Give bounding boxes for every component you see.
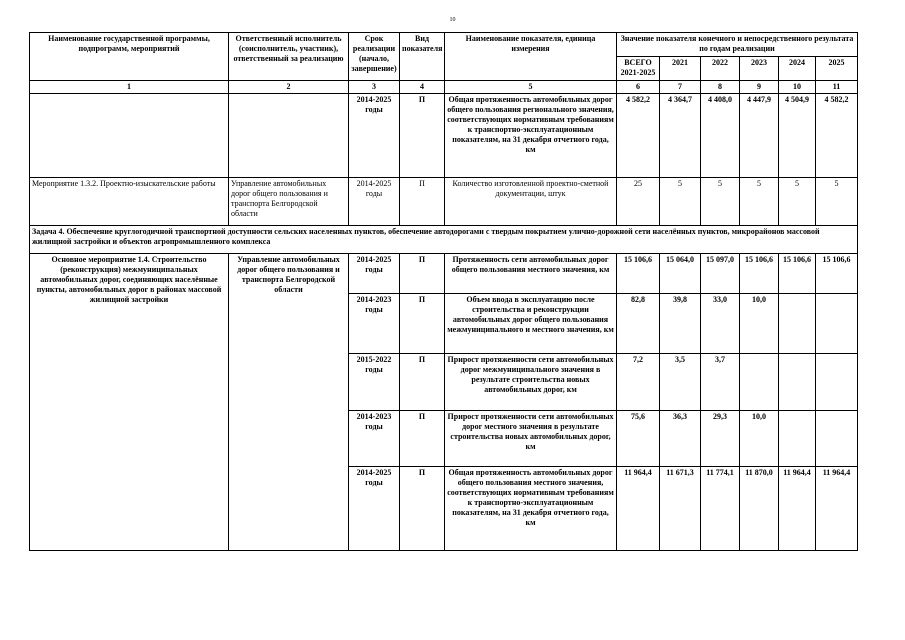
column-numbers-row — [30, 81, 858, 94]
kind-cell: П — [400, 294, 445, 354]
period-cell: 2014-2025 годы — [349, 94, 400, 178]
value-cell — [816, 294, 858, 354]
period-cell: 2014-2025 годы — [349, 467, 400, 551]
indicator-cell: Протяженность сети автомобильных дорог общего пользования местного значения, км — [445, 254, 617, 294]
period-cell: 2014-2023 годы — [349, 294, 400, 354]
col-num: 9 — [740, 81, 779, 94]
header-values-group: Значение показателя конечного и непосредственного результата по годам реализации — [617, 33, 858, 57]
kind-cell: П — [400, 354, 445, 411]
table-row — [30, 94, 858, 178]
event-cell: Мероприятие 1.3.2. Проектно-изыскательские работы — [30, 178, 229, 226]
task-row — [30, 226, 858, 254]
value-cell — [816, 354, 858, 411]
value-cell: 4 447,9 — [740, 94, 779, 178]
value-cell: 15 106,6 — [779, 254, 816, 294]
value-cell: 11 671,3 — [660, 467, 701, 551]
value-cell — [816, 411, 858, 467]
period-cell: 2014-2025 годы — [349, 254, 400, 294]
value-cell: 5 — [816, 178, 858, 226]
header-2022: 2022 — [701, 57, 740, 81]
kind-cell: П — [400, 254, 445, 294]
kind-cell: П — [400, 94, 445, 178]
value-cell: 11 964,4 — [779, 467, 816, 551]
kind-cell: П — [400, 178, 445, 226]
value-cell: 4 582,2 — [816, 94, 858, 178]
indicator-cell: Прирост протяженности сети автомобильных дорог межмуниципального значения в результате строительства новых автомобильных дорог, км — [445, 354, 617, 411]
page-number: 10 — [449, 17, 456, 23]
responsible-cell — [229, 94, 349, 178]
col-num: 8 — [701, 81, 740, 94]
header-total: ВСЕГО 2021-2025 — [617, 57, 660, 81]
col-num: 2 — [229, 81, 349, 94]
main-event-cell: Основное мероприятие 1.4. Строительство (реконструкция) межмуниципальных автомобильных дорог, соединяющих населённые пункты, автомобильных дорог в районах массовой жилищной застройки — [30, 254, 229, 551]
header-name: Наименование государственной программы, подпрограмм, мероприятий — [30, 33, 229, 81]
col-num: 5 — [445, 81, 617, 94]
value-cell: 33,0 — [701, 294, 740, 354]
indicator-cell: Общая протяженность автомобильных дорог общего пользования регионального значения, соответствующих нормативным требованиям к транспортно-эксплуатационным показателям, на 31 декабря отчетного года, км — [445, 94, 617, 178]
col-num: 4 — [400, 81, 445, 94]
event-cell — [30, 94, 229, 178]
indicator-cell: Общая протяженность автомобильных дорог общего пользования местного значения, соответствующих нормативным требованиям к транспортно-эксплуатационным показателям, на 31 декабря отчетного года, км — [445, 467, 617, 551]
header-2024: 2024 — [779, 57, 816, 81]
col-num: 10 — [779, 81, 816, 94]
value-cell — [779, 354, 816, 411]
header-2021: 2021 — [660, 57, 701, 81]
value-cell: 11 964,4 — [617, 467, 660, 551]
col-num: 7 — [660, 81, 701, 94]
table-row — [30, 178, 858, 226]
header-2025: 2025 — [816, 57, 858, 81]
header-2023: 2023 — [740, 57, 779, 81]
value-cell: 29,3 — [701, 411, 740, 467]
col-num: 11 — [816, 81, 858, 94]
kind-cell: П — [400, 467, 445, 551]
value-cell: 82,8 — [617, 294, 660, 354]
value-cell: 7,2 — [617, 354, 660, 411]
value-cell — [779, 411, 816, 467]
kind-cell: П — [400, 411, 445, 467]
value-cell: 5 — [660, 178, 701, 226]
value-cell: 11 964,4 — [816, 467, 858, 551]
value-cell: 15 106,6 — [617, 254, 660, 294]
period-cell: 2014-2025 годы — [349, 178, 400, 226]
period-cell: 2014-2023 годы — [349, 411, 400, 467]
header-responsible: Ответственный исполнитель (соисполнитель, участник), ответственный за реализацию — [229, 33, 349, 81]
indicator-cell: Количество изготовленной проектно-сметной документации, штук — [445, 178, 617, 226]
col-num: 6 — [617, 81, 660, 94]
indicators-table — [29, 32, 858, 551]
value-cell: 5 — [740, 178, 779, 226]
value-cell: 3,5 — [660, 354, 701, 411]
col-num: 3 — [349, 81, 400, 94]
value-cell: 15 064,0 — [660, 254, 701, 294]
header-indicator: Наименование показателя, единица измерения — [445, 33, 617, 81]
task-4-heading: Задача 4. Обеспечение круглогодичной транспортной доступности сельских населенных пунктов, обеспечение автодорогами с твердым покрытием улично-дорожной сети населённых пунктов, микрорайонов массовой жилищной застройки и объектов агропромышленного комплекса — [30, 226, 858, 254]
value-cell: 25 — [617, 178, 660, 226]
value-cell: 39,8 — [660, 294, 701, 354]
header-kind: Вид показателя — [400, 33, 445, 81]
value-cell: 15 106,6 — [740, 254, 779, 294]
value-cell: 15 097,0 — [701, 254, 740, 294]
value-cell: 11 774,1 — [701, 467, 740, 551]
header-period: Срок реализации (начало, завершение) — [349, 33, 400, 81]
value-cell: 4 364,7 — [660, 94, 701, 178]
value-cell: 4 504,9 — [779, 94, 816, 178]
value-cell: 11 870,0 — [740, 467, 779, 551]
value-cell: 36,3 — [660, 411, 701, 467]
value-cell: 4 408,0 — [701, 94, 740, 178]
value-cell: 5 — [701, 178, 740, 226]
indicator-cell: Объем ввода в эксплуатацию после строительства и реконструкции автомобильных дорог общего пользования межмуниципального и местного значения, км — [445, 294, 617, 354]
period-cell: 2015-2022 годы — [349, 354, 400, 411]
value-cell: 75,6 — [617, 411, 660, 467]
col-num: 1 — [30, 81, 229, 94]
value-cell: 10,0 — [740, 294, 779, 354]
responsible-cell: Управление автомобильных дорог общего пользования и транспорта Белгородской области — [229, 178, 349, 226]
value-cell: 5 — [779, 178, 816, 226]
value-cell: 3,7 — [701, 354, 740, 411]
indicator-cell: Прирост протяженности сети автомобильных дорог местного значения в результате строительства новых автомобильных дорог, км — [445, 411, 617, 467]
value-cell: 15 106,6 — [816, 254, 858, 294]
value-cell — [740, 354, 779, 411]
value-cell: 4 582,2 — [617, 94, 660, 178]
value-cell: 10,0 — [740, 411, 779, 467]
header-row — [30, 33, 858, 57]
value-cell — [779, 294, 816, 354]
table-row — [30, 254, 858, 294]
main-event-responsible: Управление автомобильных дорог общего пользования и транспорта Белгородской области — [229, 254, 349, 551]
